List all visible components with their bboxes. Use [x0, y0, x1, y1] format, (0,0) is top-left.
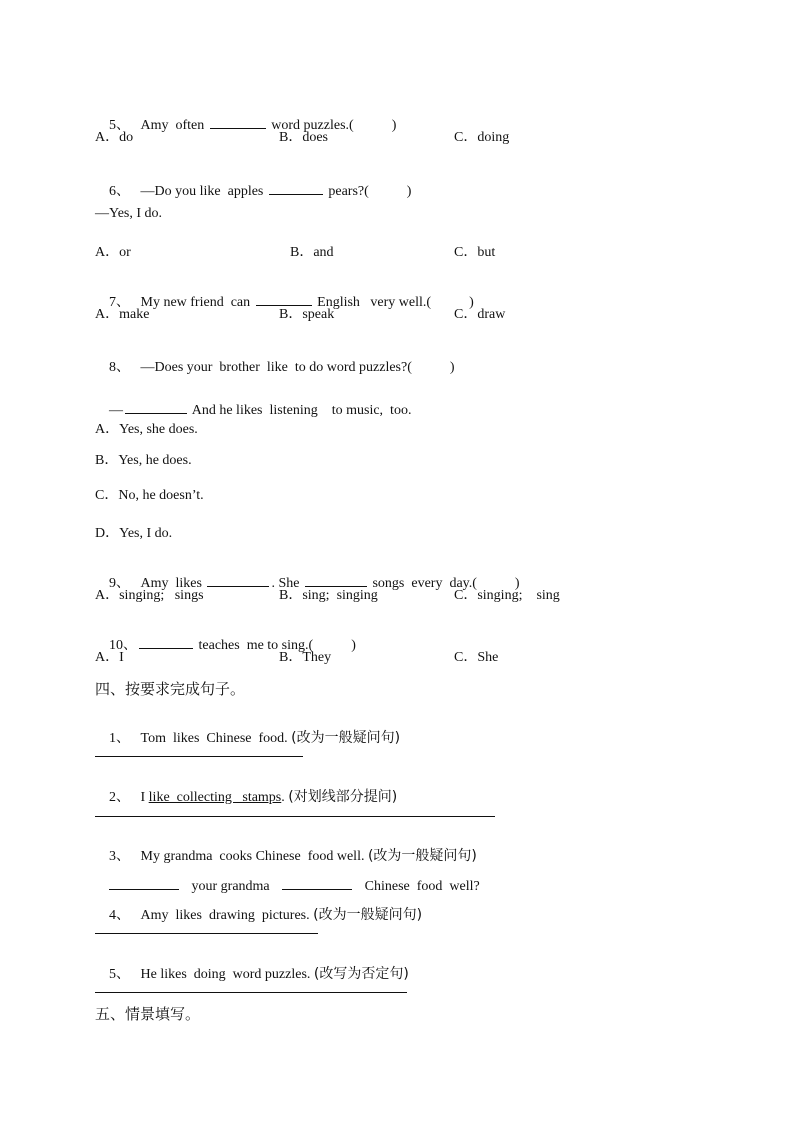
- question-number: 5、: [109, 118, 130, 133]
- question-text: songs every day.(: [372, 576, 477, 591]
- question-text: My new friend can: [140, 295, 251, 310]
- option-b: B．Yes, he does.: [95, 453, 192, 468]
- answer-blank[interactable]: [256, 293, 312, 306]
- item-number: 3、: [109, 849, 130, 864]
- option-a: A．singing; sings: [95, 588, 204, 603]
- question-5: [95, 98, 396, 153]
- answer-line[interactable]: [95, 933, 318, 934]
- s4-item-5: [95, 947, 409, 1002]
- question-number: 7、: [109, 295, 130, 310]
- option-a: A．Yes, she does.: [95, 422, 198, 437]
- question-text: —Do you like apples: [140, 184, 264, 199]
- paren-close: ): [406, 184, 412, 199]
- answer-blank[interactable]: [305, 574, 367, 587]
- option-c: C．singing; sing: [454, 588, 560, 603]
- s4-item-4: [95, 888, 422, 943]
- answer-blank[interactable]: [210, 116, 266, 129]
- answer-blank[interactable]: [207, 574, 269, 587]
- option-c: C．but: [454, 245, 496, 260]
- option-a: A．I: [95, 650, 124, 665]
- section-4-title: 四、按要求完成句子。: [95, 680, 246, 698]
- s4-item-1: [95, 711, 400, 766]
- item-text: My grandma cooks Chinese food well.: [140, 849, 365, 864]
- section-5-title: 五、情景填写。: [95, 1005, 201, 1023]
- question-text: pears?(: [328, 184, 369, 199]
- item-number: 1、: [109, 731, 130, 746]
- option-a: A．make: [95, 307, 150, 322]
- option-d: D．Yes, I do.: [95, 526, 173, 541]
- answer-blank[interactable]: [269, 182, 323, 195]
- question-number: 8、: [109, 360, 130, 375]
- paren-close: ): [469, 295, 474, 310]
- item-hint: (改写为否定句): [313, 966, 409, 982]
- underlined-phrase: like collecting stamps: [148, 790, 282, 805]
- paren-close: ): [514, 576, 520, 591]
- question-text: . She: [271, 576, 300, 591]
- option-a: A．do: [95, 130, 134, 145]
- item-text: Chinese food well?: [364, 879, 480, 894]
- paren-close: ): [351, 638, 356, 653]
- answer-blank[interactable]: [125, 401, 187, 414]
- option-b: B．speak: [279, 307, 335, 322]
- option-c: C．No, he doesn’t.: [95, 488, 204, 503]
- question-6-reply: —Yes, I do.: [95, 206, 163, 221]
- item-hint: (改为一般疑问句): [313, 907, 423, 923]
- option-a: A．or: [95, 245, 131, 260]
- question-number: 10、: [109, 638, 137, 653]
- reply-text: And he likes listening to music, too.: [191, 403, 412, 418]
- question-text: word puzzles.(: [271, 118, 354, 133]
- option-c: C．doing: [454, 130, 510, 145]
- question-text: Amy often: [140, 118, 205, 133]
- question-number: 6、: [109, 184, 130, 199]
- item-text: Tom likes Chinese food.: [140, 731, 288, 746]
- answer-line[interactable]: [95, 992, 407, 993]
- option-c: C．draw: [454, 307, 506, 322]
- paren-close: ): [391, 118, 397, 133]
- dash: —: [109, 403, 123, 418]
- answer-line[interactable]: [95, 756, 303, 757]
- question-text: —Does your brother like to do word puzzles?(: [140, 360, 412, 375]
- item-number: 4、: [109, 908, 130, 923]
- item-text: .: [281, 790, 285, 805]
- item-hint: (改为一般疑问句): [291, 730, 401, 746]
- paren-close: ): [449, 360, 455, 375]
- item-text: I: [140, 790, 146, 805]
- item-number: 2、: [109, 790, 130, 805]
- question-text: Amy likes: [140, 576, 202, 591]
- item-hint: (对划线部分提问): [288, 789, 398, 805]
- answer-line[interactable]: [95, 816, 495, 817]
- option-c: C．She: [454, 650, 499, 665]
- answer-blank[interactable]: [139, 636, 193, 649]
- option-b: B．and: [290, 245, 334, 260]
- option-b: B．does: [279, 130, 328, 145]
- option-b: B．They: [279, 650, 332, 665]
- option-b: B．sing; singing: [279, 588, 378, 603]
- item-hint: (改为一般疑问句): [367, 848, 477, 864]
- question-text: English very well.(: [317, 295, 432, 310]
- item-text: Amy likes drawing pictures.: [140, 908, 310, 923]
- item-text: He likes doing word puzzles.: [140, 967, 311, 982]
- question-text: teaches me to sing.(: [198, 638, 314, 653]
- item-text: your grandma: [191, 879, 270, 894]
- question-number: 9、: [109, 576, 130, 591]
- item-number: 5、: [109, 967, 130, 982]
